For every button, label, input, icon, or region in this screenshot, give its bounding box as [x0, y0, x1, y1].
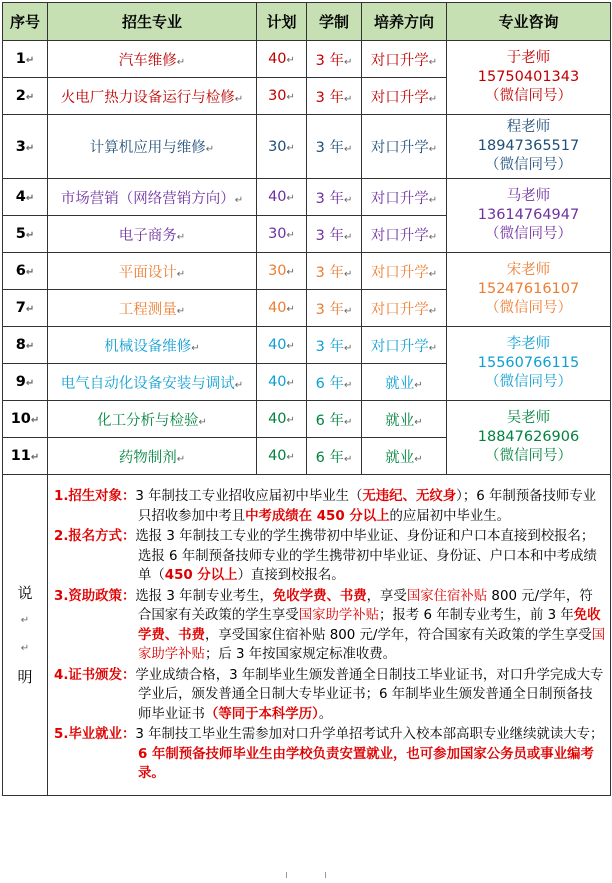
header-plan: 计划 — [257, 3, 307, 41]
contact-phone: 15247616107 — [477, 281, 580, 297]
table-row — [3, 401, 611, 438]
row-major: 工程测量↵ — [48, 290, 257, 327]
contact-wechat: （微信同号） — [485, 448, 572, 464]
row-no: 6↵ — [3, 253, 48, 290]
row-no: 11↵ — [3, 438, 48, 475]
row-plan: 40↵ — [257, 364, 307, 401]
row-direction: 对口升学↵ — [362, 253, 447, 290]
table-body — [3, 41, 611, 475]
note-employment: 5.毕业就业：3 年制技工毕业生需参加对口升学单招考试升入校本部高职专业继续就读大专；6 年制预备技师毕业生由学校负责安置就业，也可参加国家公务员或事业编考录。 — [54, 727, 604, 781]
row-major: 火电厂热力设备运行与检修↵ — [48, 78, 257, 115]
row-direction: 对口升学↵ — [362, 327, 447, 364]
note-funding-policy: 3.资助政策：选报 3 年制专业考生，免收学费、书费，享受国家住宿补贴 800 元/学年，符合国家有关政策的学生享受国家助学补贴；报考 6 年制专业考生，前 3 年免收学费、书费，享受国家住宿补贴 800 元/学年，符合国家有关政策的学生享受国家助学补贴；后 3 年按国家规定标准收费。 — [54, 588, 606, 662]
table-row — [3, 179, 611, 216]
row-direction: 对口升学↵ — [362, 78, 447, 115]
row-no: 8↵ — [3, 327, 48, 364]
row-direction: 对口升学↵ — [362, 179, 447, 216]
contact-name: 吴老师 — [506, 410, 551, 426]
row-direction: 就业↵ — [362, 438, 447, 475]
header-years: 学制 — [307, 3, 362, 41]
row-direction: 就业↵ — [362, 401, 447, 438]
row-major: 计算机应用与维修↵ — [48, 115, 257, 179]
row-plan: 40↵ — [257, 290, 307, 327]
contact-name: 宋老师 — [506, 262, 551, 278]
contact-wechat: （微信同号） — [485, 374, 572, 390]
row-plan: 40↵ — [257, 401, 307, 438]
row-major: 平面设计↵ — [48, 253, 257, 290]
row-years: 3 年↵ — [307, 216, 362, 253]
header-consult: 专业咨询 — [447, 3, 611, 41]
row-major: 市场营销（网络营销方向）↵ — [48, 179, 257, 216]
row-no: 10↵ — [3, 401, 48, 438]
contact-cell — [447, 41, 611, 115]
contact-name: 于老师 — [506, 50, 551, 66]
header-major: 招生专业 — [48, 3, 257, 41]
row-years: 6 年↵ — [307, 364, 362, 401]
table-row — [3, 253, 611, 290]
table-row — [3, 327, 611, 364]
notes-body — [48, 475, 611, 796]
contact-name: 程老师 — [506, 119, 551, 135]
row-direction: 对口升学↵ — [362, 41, 447, 78]
contact-wechat: （微信同号） — [485, 226, 572, 242]
row-plan: 40↵ — [257, 327, 307, 364]
row-years: 3 年↵ — [307, 41, 362, 78]
table-row — [3, 115, 611, 179]
contact-wechat: （微信同号） — [485, 300, 572, 316]
contact-phone: 15750401343 — [477, 69, 580, 85]
contact-cell — [447, 401, 611, 475]
row-direction: 对口升学↵ — [362, 216, 447, 253]
row-no: 9↵ — [3, 364, 48, 401]
table-header-row — [3, 3, 611, 41]
header-no: 序号 — [3, 3, 48, 41]
note-registration: 2.报名方式：选报 3 年制技工专业的学生携带初中毕业证、身份证和户口本直接到校报名；选报 6 年制预备技师专业的学生携带初中毕业证、身份证、户口本和中考成绩单（450 分以上）直接到校报名。 — [54, 529, 597, 583]
row-years: 3 年↵ — [307, 290, 362, 327]
row-years: 6 年↵ — [307, 438, 362, 475]
row-years: 3 年↵ — [307, 115, 362, 179]
contact-name: 马老师 — [506, 188, 551, 204]
contact-phone: 15560766115 — [477, 355, 580, 371]
row-major: 电子商务↵ — [48, 216, 257, 253]
row-major: 化工分析与检验↵ — [48, 401, 257, 438]
row-plan: 40↵ — [257, 41, 307, 78]
row-plan: 30↵ — [257, 253, 307, 290]
row-no: 3↵ — [3, 115, 48, 179]
row-years: 3 年↵ — [307, 253, 362, 290]
contact-phone: 18847626906 — [477, 429, 580, 445]
row-plan: 40↵ — [257, 179, 307, 216]
notes-heading-1: 说 — [17, 583, 33, 602]
notes-heading-2: 明 — [17, 667, 33, 686]
contact-name: 李老师 — [506, 336, 551, 352]
row-major: 汽车维修↵ — [48, 41, 257, 78]
notes-heading: 说 ↵ ↵ 明 — [3, 475, 48, 796]
row-major: 电气自动化设备安装与调试↵ — [48, 364, 257, 401]
row-direction: 就业↵ — [362, 364, 447, 401]
row-years: 3 年↵ — [307, 179, 362, 216]
row-plan: 30↵ — [257, 216, 307, 253]
notes-row — [3, 475, 611, 796]
header-direction: 培养方向 — [362, 3, 447, 41]
contact-phone: 18947365517 — [477, 138, 580, 154]
contact-wechat: （微信同号） — [485, 157, 572, 173]
row-no: 7↵ — [3, 290, 48, 327]
note-certificate: 4.证书颁发：学业成绩合格，3 年制毕业生颁发普通全日制技工毕业证书，对口升学完成大专学业后，颁发普通全日制大专毕业证书；6 年制毕业生颁发普通全日制预备技师毕业证书（等同于本科学历）。 — [54, 667, 604, 722]
row-plan: 40↵ — [257, 438, 307, 475]
row-years: 6 年↵ — [307, 401, 362, 438]
contact-cell — [447, 115, 611, 179]
row-plan: 30↵ — [257, 78, 307, 115]
table-row — [3, 41, 611, 78]
contact-wechat: （微信同号） — [485, 88, 572, 104]
row-direction: 对口升学↵ — [362, 115, 447, 179]
contact-phone: 13614764947 — [477, 207, 580, 223]
admission-table — [2, 2, 611, 796]
row-years: 3 年↵ — [307, 327, 362, 364]
row-major: 机械设备维修↵ — [48, 327, 257, 364]
row-no: 5↵ — [3, 216, 48, 253]
row-major: 药物制剂↵ — [48, 438, 257, 475]
row-direction: 对口升学↵ — [362, 290, 447, 327]
row-no: 4↵ — [3, 179, 48, 216]
note-enrollment-target: 1.招生对象：3 年制技工专业招收应届初中毕业生（无违纪、无纹身）；6 年制预备技师专业只招收参加中考且中考成绩在 450 分以上的应届初中毕业生。 — [54, 489, 597, 524]
row-no: 2↵ — [3, 78, 48, 115]
contact-cell — [447, 253, 611, 327]
row-plan: 30↵ — [257, 115, 307, 179]
row-no: 1↵ — [3, 41, 48, 78]
row-years: 3 年↵ — [307, 78, 362, 115]
page-bottom-marker — [286, 872, 326, 878]
contact-cell — [447, 327, 611, 401]
contact-cell — [447, 179, 611, 253]
